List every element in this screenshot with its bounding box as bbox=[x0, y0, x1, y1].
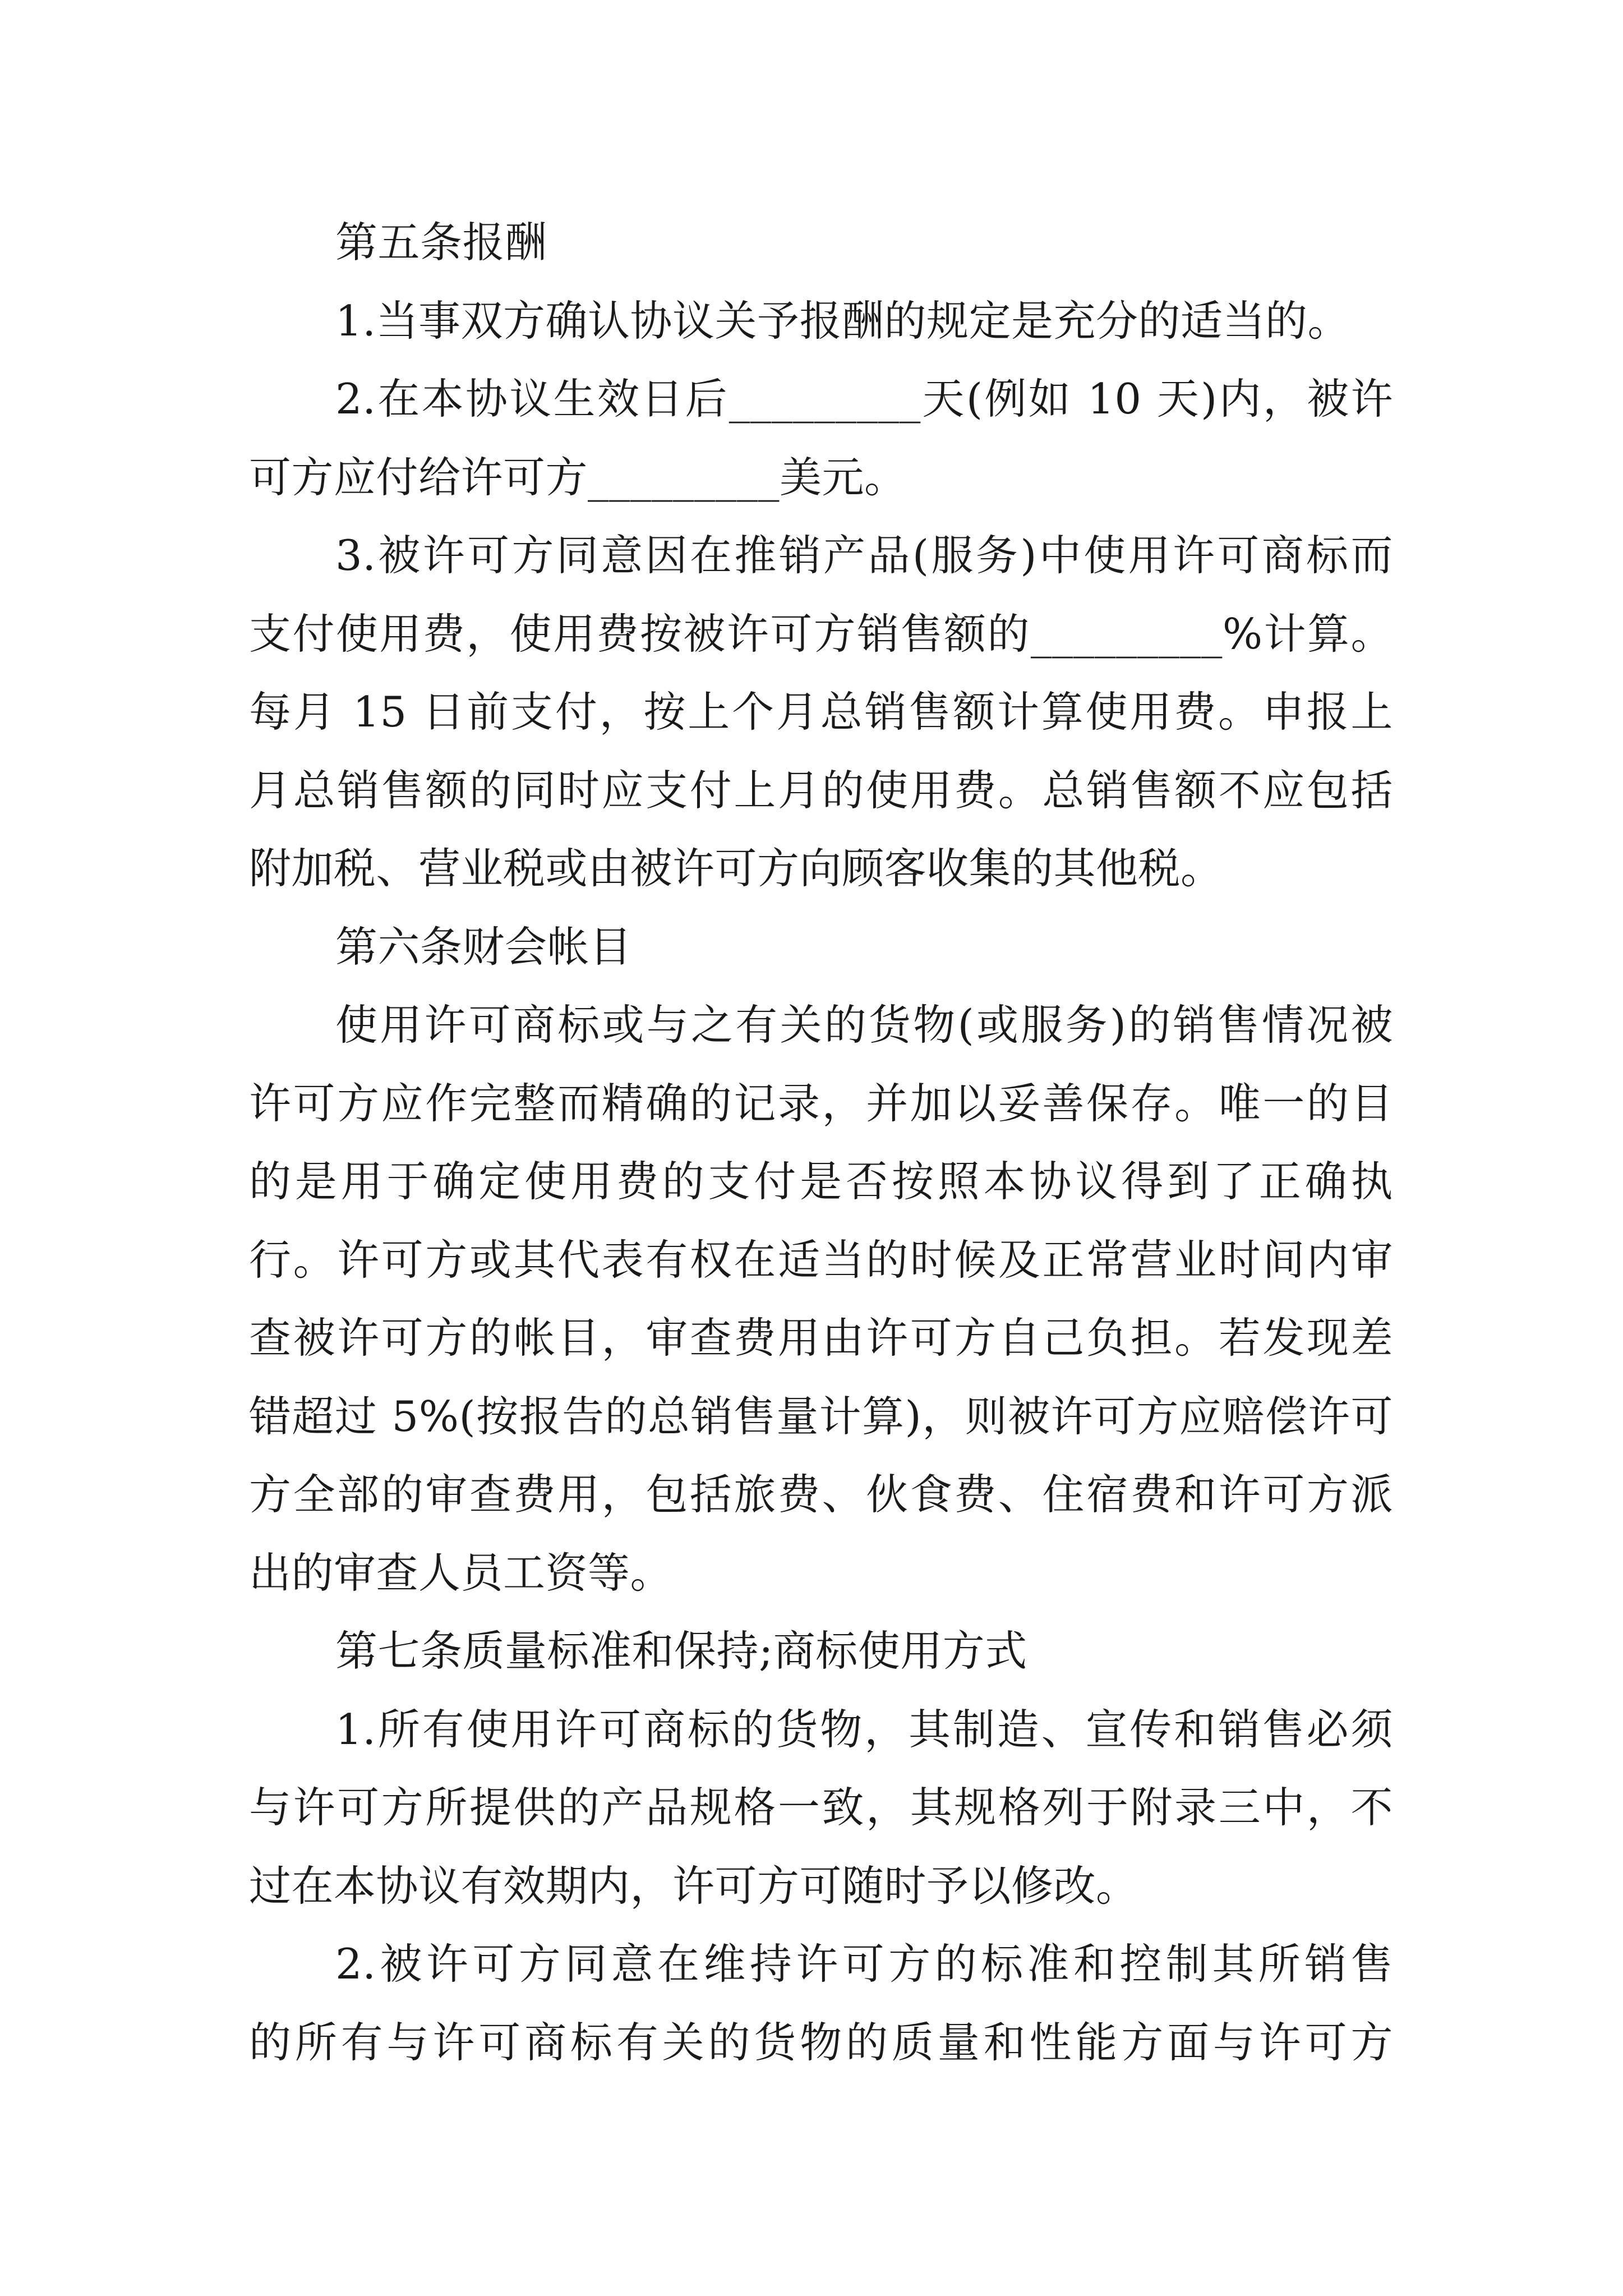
paragraph-line: 过在本协议有效期内，许可方可随时予以修改。 bbox=[249, 1861, 1138, 1911]
paragraph-line: 的所有与许可商标有关的货物的质量和性能方面与许可方 bbox=[249, 2018, 1393, 2067]
paragraph-line: 使用许可商标或与之有关的货物(或服务)的销售情况被 bbox=[335, 1000, 1393, 1050]
paragraph-line: 每月 15 日前支付，按上个月总销售额计算使用费。申报上 bbox=[249, 687, 1393, 737]
paragraph-line: 1.当事双方确认协议关予报酬的规定是充分的适当的。 bbox=[335, 296, 1350, 346]
paragraph-line: 2.被许可方同意在维持许可方的标准和控制其所销售 bbox=[335, 1939, 1393, 1989]
paragraph-line: 出的审查人员工资等。 bbox=[249, 1548, 673, 1598]
heading-article-5: 第五条报酬 bbox=[335, 218, 547, 267]
heading-article-6: 第六条财会帐目 bbox=[335, 922, 632, 972]
paragraph-line: 许可方应作完整而精确的记录，并加以妥善保存。唯一的目 bbox=[249, 1079, 1393, 1128]
paragraph-line: 附加税、营业税或由被许可方向顾客收集的其他税。 bbox=[249, 844, 1223, 893]
paragraph-line: 月总销售额的同时应支付上月的使用费。总销售额不应包括 bbox=[249, 766, 1393, 815]
paragraph-line: 的是用于确定使用费的支付是否按照本协议得到了正确执 bbox=[249, 1157, 1393, 1206]
heading-article-7: 第七条质量标准和保持;商标使用方式 bbox=[335, 1626, 1027, 1676]
paragraph-line: 方全部的审查费用，包括旅费、伙食费、住宿费和许可方派 bbox=[249, 1470, 1393, 1519]
paragraph-line: 与许可方所提供的产品规格一致，其规格列于附录三中，不 bbox=[249, 1783, 1393, 1832]
paragraph-line: 2.在本协议生效日后_________天(例如 10 天)内，被许 bbox=[335, 374, 1393, 424]
paragraph-line: 可方应付给许可方_________美元。 bbox=[249, 453, 907, 502]
paragraph-line: 错超过 5%(按报告的总销售量计算)，则被许可方应赔偿许可 bbox=[249, 1392, 1393, 1441]
paragraph-line: 1.所有使用许可商标的货物，其制造、宣传和销售必须 bbox=[335, 1705, 1393, 1754]
paragraph-line: 3.被许可方同意因在推销产品(服务)中使用许可商标而 bbox=[335, 531, 1393, 580]
paragraph-line: 查被许可方的帐目，审查费用由许可方自己负担。若发现差 bbox=[249, 1313, 1393, 1363]
paragraph-line: 支付使用费，使用费按被许可方销售额的_________%计算。 bbox=[249, 609, 1393, 659]
paragraph-line: 行。许可方或其代表有权在适当的时候及正常营业时间内审 bbox=[249, 1235, 1393, 1285]
